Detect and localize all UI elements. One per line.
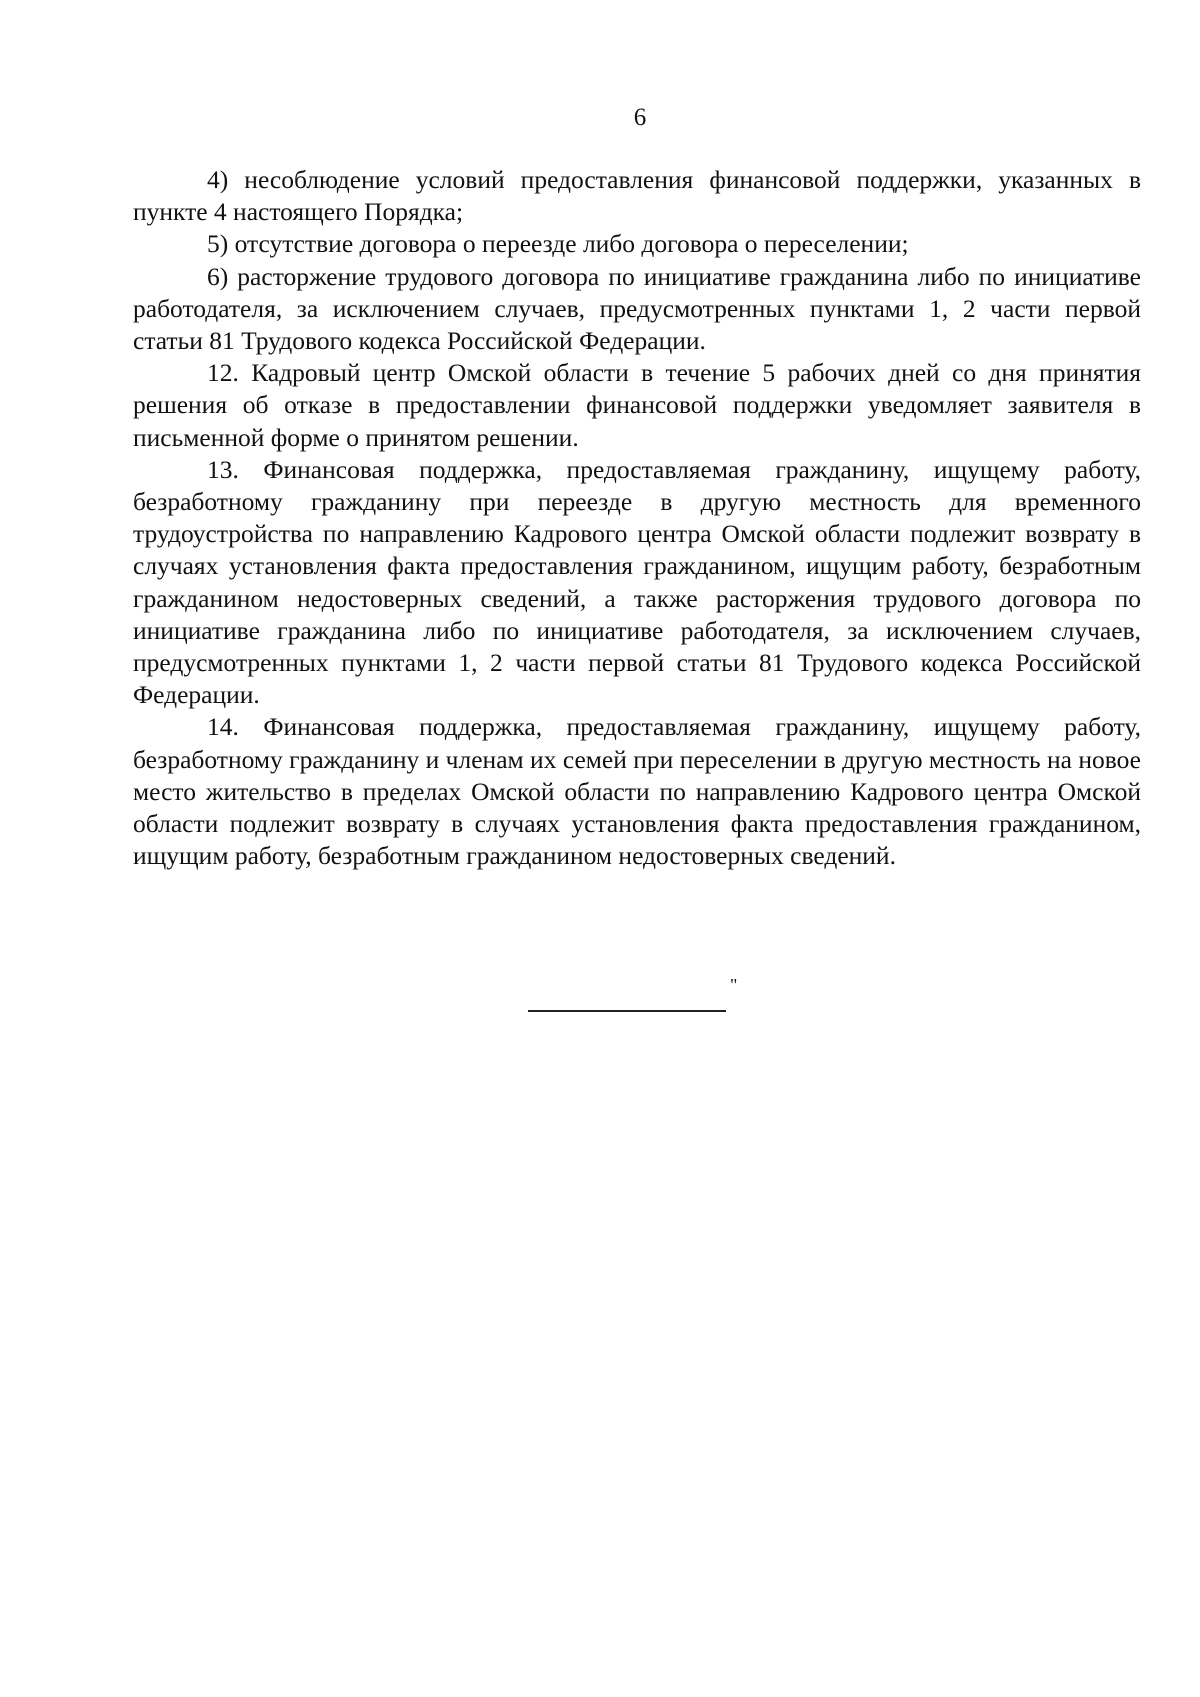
paragraph-item-6-termination: 6) расторжение трудового договора по инициативе гражданина либо по инициативе работодателя, за исключением случаев, предусмотренных пунктами 1, 2 части первой статьи 81 Трудового кодекса Российской Федерации. [133, 261, 1141, 356]
paragraph-item-5-no-contract: 5) отсутствие договора о переезде либо договора о переселении; [207, 229, 909, 259]
page-number: 6 [633, 104, 647, 131]
paragraph-item-4-noncompliance: 4) несоблюдение условий предоставления финансовой поддержки, указанных в пункте 4 настоящего Порядка; [133, 165, 1141, 227]
document-body [133, 164, 1141, 872]
paragraph-clause-13: 13. Финансовая поддержка, предоставляемая гражданину, ищущему работу, безработному гражданину при переезде в другую местность для временного трудоустройства по направлению Кадрового центра Омской области подлежит возврату в случаях установления факта предоставления гражданином, ищущим работу, безработным гражданином недостоверных сведений, а также расторжения трудового договора по инициативе гражданина либо по инициативе работодателя, за исключением случаев, предусмотренных пунктами 1, 2 части первой статьи 81 Трудового кодекса Российской Федерации. [133, 454, 1141, 710]
closing-divider-line [528, 1010, 726, 1012]
closing-mark [528, 975, 738, 1015]
closing-quote-mark: " [730, 975, 738, 995]
paragraph-clause-14: 14. Финансовая поддержка, предоставляемая гражданину, ищущему работу, безработному гражданину и членам их семей при переселении в другую местность на новое место жительство в пределах Омской области по направлению Кадрового центра Омской области подлежит возврату в случаях установления факта предоставления гражданином, ищущим работу, безработным гражданином недостоверных сведений. [133, 712, 1141, 871]
paragraph-clause-12: 12. Кадровый центр Омской области в течение 5 рабочих дней со дня принятия решения об отказе в предоставлении финансовой поддержки уведомляет заявителя в письменной форме о принятом решении. [133, 358, 1141, 452]
